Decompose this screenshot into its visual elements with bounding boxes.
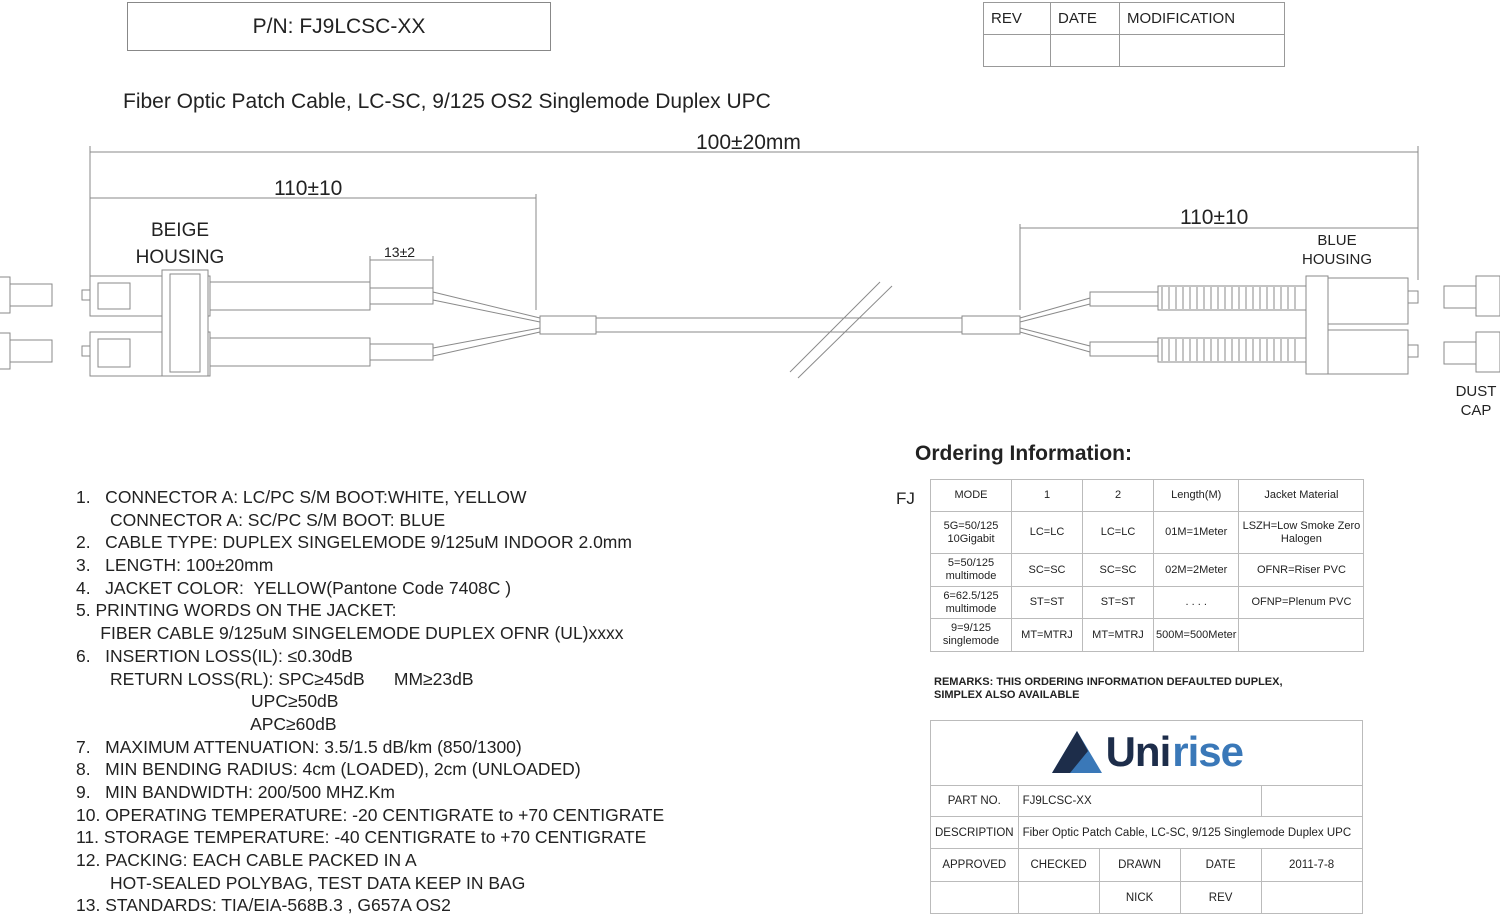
ordering-cell: 02M=2Meter xyxy=(1154,554,1239,587)
sc-ferrule-top xyxy=(1408,291,1418,303)
ordering-cell: OFNP=Plenum PVC xyxy=(1239,587,1364,619)
blue-housing-label xyxy=(1292,231,1382,269)
sc-ferrule-bottom xyxy=(1408,345,1418,357)
sc-body-top xyxy=(1328,278,1408,324)
right-dust-cap-bottom-lip xyxy=(1476,332,1500,372)
drawn-value: NICK xyxy=(1099,882,1180,914)
ordering-cell: 01M=1Meter xyxy=(1154,512,1239,554)
ordering-cell: ST=ST xyxy=(1012,587,1083,619)
logo-text-dark: Uni xyxy=(1105,728,1171,775)
part-number-label: P/N: FJ9LCSC-XX xyxy=(252,14,426,38)
spec-line: 12. PACKING: EACH CABLE PACKED IN A xyxy=(76,850,417,870)
approved-value xyxy=(931,882,1019,914)
right-fiber-bottom xyxy=(1020,328,1090,346)
ordering-cell: OFNR=Riser PVC xyxy=(1239,554,1364,587)
specification-list xyxy=(76,486,756,917)
jacket-right xyxy=(962,316,1020,334)
spec-line: 6. INSERTION LOSS(IL): ≤0.30dB xyxy=(76,645,353,666)
ordering-prefix: FJ xyxy=(896,489,915,508)
date-value: 2011-7-8 xyxy=(1261,849,1362,882)
ordering-remarks xyxy=(934,676,1283,702)
lc-latch-top xyxy=(98,283,130,309)
ordering-cell: 500M=500Meter xyxy=(1154,619,1239,652)
rev-value xyxy=(1261,882,1362,914)
ordering-cell: LC=LC xyxy=(1012,512,1083,554)
ordering-cell: MT=MTRJ xyxy=(1083,619,1154,652)
lc-boot-tail-bottom xyxy=(370,344,433,360)
ordering-table xyxy=(930,479,1364,652)
blue-housing-line-1: BLUE xyxy=(1317,232,1357,249)
ordering-heading: Ordering Information: xyxy=(915,442,1132,465)
sc-boot-tail-top xyxy=(1090,292,1158,306)
ordering-row xyxy=(931,512,1364,554)
lc-latch-bottom xyxy=(98,339,130,367)
ordering-cell: 5=50/125 multimode xyxy=(931,554,1012,587)
ordering-cell xyxy=(1239,619,1364,652)
part-no-extra xyxy=(1261,786,1362,817)
lc-boot-top xyxy=(210,282,370,310)
part-no-label: PART NO. xyxy=(931,786,1019,817)
ordering-cell: SC=SC xyxy=(1012,554,1083,587)
approved-label: APPROVED xyxy=(931,849,1019,882)
description-value: Fiber Optic Patch Cable, LC-SC, 9/125 Singlemode Duplex UPC xyxy=(1018,817,1362,849)
checked-value xyxy=(1018,882,1099,914)
drawn-label: DRAWN xyxy=(1099,849,1180,882)
rev-header: REV xyxy=(984,3,1051,35)
spec-line: HOT-SEALED POLYBAG, TEST DATA KEEP IN BAG xyxy=(76,872,526,893)
lc-boot-bottom xyxy=(210,338,370,366)
jacket-main xyxy=(596,318,962,332)
rev-label: REV xyxy=(1180,882,1261,914)
date-header: DATE xyxy=(1051,3,1120,35)
spec-line: 9. MIN BANDWIDTH: 200/500 MHZ.Km xyxy=(76,781,395,802)
beige-housing-label xyxy=(120,217,240,271)
right-fiber-bottom-b xyxy=(1020,332,1090,352)
right-fiber-top xyxy=(1020,298,1090,318)
jacket-left xyxy=(540,316,596,334)
boot-dimension: 13±2 xyxy=(384,244,416,260)
ordering-header-length: Length(M) xyxy=(1154,480,1239,512)
spec-line: 1. CONNECTOR A: LC/PC S/M BOOT:WHITE, YELLOW xyxy=(76,487,527,507)
ordering-cell: LSZH=Low Smoke Zero Halogen xyxy=(1239,512,1364,554)
spec-line: 5. PRINTING WORDS ON THE JACKET: xyxy=(76,600,397,621)
blue-housing-line-2: HOUSING xyxy=(1301,251,1372,268)
checked-label: CHECKED xyxy=(1018,849,1099,882)
remarks-line-2: SIMPLEX ALSO AVAILABLE xyxy=(934,689,1080,701)
left-fiber-top-b xyxy=(433,300,540,322)
dust-cap-label xyxy=(1446,382,1500,420)
unirise-logo-icon xyxy=(1050,729,1104,775)
left-fiber-bottom-b xyxy=(433,332,540,356)
left-fiber-top xyxy=(433,292,540,318)
right-dust-cap-top-lip xyxy=(1476,276,1500,316)
spec-line: 3. LENGTH: 100±20mm xyxy=(76,555,274,576)
title-block xyxy=(930,720,1363,914)
beige-housing-line-1: BEIGE xyxy=(150,220,210,241)
spec-line: 4. JACKET COLOR: YELLOW(Pantone Code 7408C ) xyxy=(76,577,512,598)
part-no-value: FJ9LCSC-XX xyxy=(1018,786,1261,817)
unirise-logo xyxy=(1050,728,1243,776)
total-length-dimension: 100±20mm xyxy=(696,131,801,154)
logo-cell xyxy=(931,721,1363,786)
right-fiber-top-b xyxy=(1020,304,1090,322)
ordering-cell: SC=SC xyxy=(1083,554,1154,587)
spec-line: 7. MAXIMUM ATTENUATION: 3.5/1.5 dB/km (850/1300) xyxy=(76,736,522,757)
sc-body-bottom xyxy=(1328,330,1408,374)
ordering-header-1: 1 xyxy=(1012,480,1083,512)
ordering-cell: ST=ST xyxy=(1083,587,1154,619)
ordering-cell: LC=LC xyxy=(1083,512,1154,554)
ordering-cell: MT=MTRJ xyxy=(1012,619,1083,652)
spec-line: 8. MIN BENDING RADIUS: 4cm (LOADED), 2cm (UNLOADED) xyxy=(76,759,581,780)
ordering-cell: . . . . xyxy=(1154,587,1239,619)
ordering-cell: 5G=50/125 10Gigabit xyxy=(931,512,1012,554)
left-breakout-dimension: 110±10 xyxy=(274,177,343,200)
ordering-cell: 6=62.5/125 multimode xyxy=(931,587,1012,619)
remarks-line-1: REMARKS: THIS ORDERING INFORMATION DEFAULTED DUPLEX, xyxy=(934,676,1283,688)
spec-line: APC≥60dB xyxy=(76,713,337,734)
sc-boot-tail-bottom xyxy=(1090,342,1158,356)
left-dust-cap-top-lip xyxy=(0,277,10,313)
ordering-row xyxy=(931,587,1364,619)
sc-clip xyxy=(1306,276,1328,374)
dust-cap-line-1: DUST xyxy=(1455,383,1497,400)
ordering-header-mode: MODE xyxy=(931,480,1012,512)
drawing-title: Fiber Optic Patch Cable, LC-SC, 9/125 OS2 Singlemode Duplex UPC xyxy=(123,90,771,113)
spec-line: UPC≥50dB xyxy=(76,691,339,712)
spec-line: 11. STORAGE TEMPERATURE: -40 CENTIGRATE to +70 CENTIGRATE xyxy=(76,827,647,848)
dust-cap-line-2: CAP xyxy=(1460,402,1492,419)
lc-clip-inner xyxy=(170,274,200,372)
beige-housing-line-2: HOUSING xyxy=(135,247,225,268)
modification-header: MODIFICATION xyxy=(1120,3,1285,35)
spec-line: 10. OPERATING TEMPERATURE: -20 CENTIGRATE to +70 CENTIGRATE xyxy=(76,804,665,825)
left-dust-cap-bottom-lip xyxy=(0,333,10,369)
lc-boot-tail-top xyxy=(370,288,433,304)
right-breakout-dimension: 110±10 xyxy=(1180,206,1249,229)
spec-line: 13. STANDARDS: TIA/EIA-568B.3 , G657A OS2 xyxy=(76,895,451,916)
ordering-row xyxy=(931,554,1364,587)
spec-line: CONNECTOR A: SC/PC S/M BOOT: BLUE xyxy=(76,509,446,530)
spec-line: 2. CABLE TYPE: DUPLEX SINGELEMODE 9/125uM INDOOR 2.0mm xyxy=(76,532,632,553)
ordering-row xyxy=(931,619,1364,652)
left-fiber-bottom xyxy=(433,328,540,348)
logo-text-blue: rise xyxy=(1172,728,1243,775)
ordering-header-2: 2 xyxy=(1083,480,1154,512)
spec-line: RETURN LOSS(RL): SPC≥45dB MM≥23dB xyxy=(76,668,474,689)
ordering-header-jacket: Jacket Material xyxy=(1239,480,1364,512)
spec-line: FIBER CABLE 9/125uM SINGELEMODE DUPLEX OFNR (UL)xxxx xyxy=(76,623,624,644)
date-label: DATE xyxy=(1180,849,1261,882)
ordering-cell: 9=9/125 singlemode xyxy=(931,619,1012,652)
description-label: DESCRIPTION xyxy=(931,817,1019,849)
